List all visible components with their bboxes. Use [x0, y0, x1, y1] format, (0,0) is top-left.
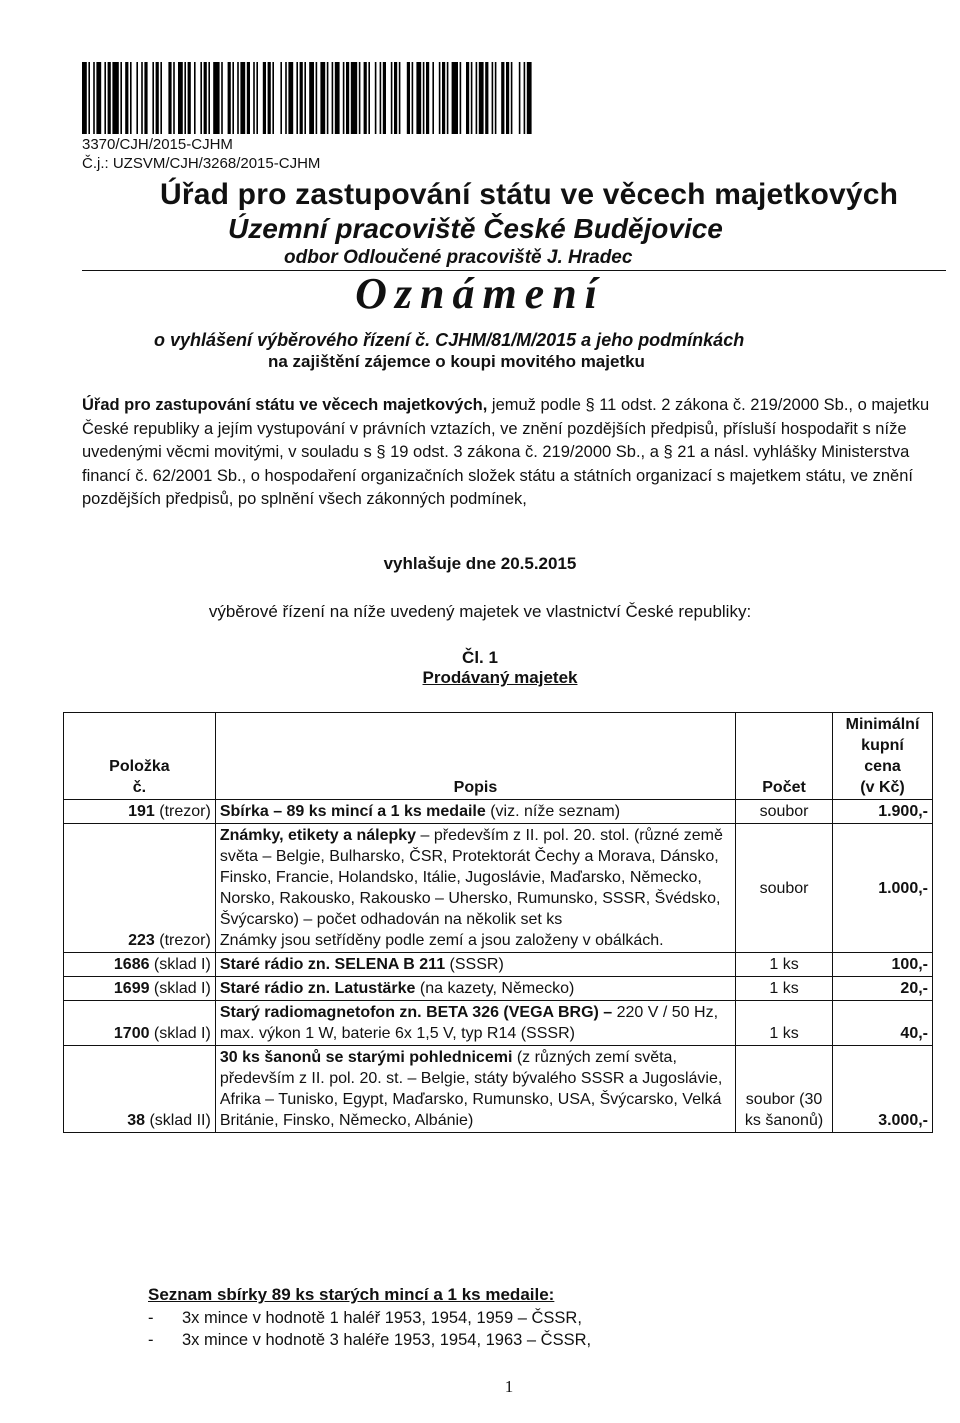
office-name: Úřad pro zastupování státu ve věcech majetkových: [160, 178, 899, 211]
item-description: [215, 824, 735, 953]
header-price: [833, 713, 933, 800]
item-description-bold: Staré rádio zn. Latustärke: [219, 980, 416, 997]
item-description-text: (SSSR): [445, 956, 504, 973]
item-description: [215, 1046, 735, 1133]
item-description-note: Známky jsou setříděny podle zemí a jsou založeny v obálkách.: [219, 932, 664, 949]
item-description-bold: Starý radiomagnetofon zn. BETA 326 (VEGA BRG) –: [219, 1004, 613, 1021]
table-row: [64, 1001, 933, 1046]
item-location: (trezor): [154, 932, 211, 949]
item-description-text: (na kazety, Německo): [415, 980, 575, 997]
header-description: Popis: [215, 713, 735, 800]
header-item-line1: Položka: [109, 758, 170, 775]
header-item: [64, 713, 216, 800]
notice-subtitle-2: na zajištění zájemce o koupi movitého majetku: [268, 352, 645, 371]
barcode: [82, 62, 534, 134]
item-description: [215, 953, 735, 977]
reference-number: 3370/CJH/2015-CJHM: [82, 136, 233, 153]
item-description: [215, 800, 735, 824]
item-price: 3.000,-: [833, 1046, 933, 1133]
case-reference: Č.j.: UZSVM/CJH/3268/2015-CJHM: [82, 155, 321, 172]
item-count: soubor: [736, 800, 833, 824]
item-id: 1700: [113, 1025, 150, 1042]
header-price-line1: Minimální: [845, 716, 920, 733]
article-title: Prodávaný majetek: [422, 668, 578, 687]
item-number: [64, 1046, 216, 1133]
item-number: [64, 800, 216, 824]
table-header-row: [64, 713, 933, 800]
item-description-text: – především z II. pol. 20. stol. (různé země světa – Belgie, Bulharsko, ČSR, Protektorát Čechy a Morava, Dánsko, Finsko, Francie, Holandsko, Itálie, Jugoslávie, Maďarsko, Německo, Norsko, Rakousko, Rakousko – Uhersko, Rumunsko, SSSR, Švédsko, Švýcarsko) – počet odhadován na několik set ks: [219, 827, 723, 928]
item-location: (trezor): [154, 803, 211, 820]
header-price-line3: cena: [864, 758, 901, 775]
item-description-bold: Staré rádio zn. SELENA B 211: [219, 956, 446, 973]
item-number: [64, 953, 216, 977]
assets-table: [63, 712, 933, 1133]
item-description-bold: 30 ks šanonů se starými pohlednicemi: [219, 1049, 513, 1066]
item-id: 223: [128, 932, 155, 949]
header-count: Počet: [736, 713, 833, 800]
item-id: 38: [127, 1112, 146, 1129]
table-row: [64, 953, 933, 977]
notice-title: Oznámení: [355, 269, 605, 318]
table-row: [64, 1046, 933, 1133]
item-price: 1.000,-: [833, 824, 933, 953]
intro-body: jemuž podle § 11 odst. 2 zákona č. 219/2000 Sb., o majetku České republiky a jejím vystupování v právních vztazích, ve znění pozdějších předpisů, přísluší hospodařit s níže uvedenými věcmi movitými, v souladu s § 19 odst. 3 zákona č. 219/2000 Sb., a § 21 a násl. vyhlášky Ministerstva financí č. 62/2001 Sb., o hospodaření organizačních složek státu a státních organizací s majetkem státu, ve znění pozdějších předpisů, po splnění všech zákonných podmínek,: [82, 396, 930, 508]
item-price: 100,-: [833, 953, 933, 977]
item-description: [215, 1001, 735, 1046]
table-row: [64, 824, 933, 953]
item-location: (sklad I): [149, 1025, 211, 1042]
item-location: (sklad I): [149, 956, 211, 973]
item-count: 1 ks: [736, 1001, 833, 1046]
item-count: 1 ks: [736, 977, 833, 1001]
office-branch: Územní pracoviště České Budějovice: [228, 213, 723, 244]
item-description-text: (viz. níže seznam): [485, 803, 621, 820]
item-count: soubor: [736, 824, 833, 953]
header-item-line2: č.: [132, 779, 147, 796]
tender-scope: výběrové řízení na níže uvedený majetek ve vlastnictví České republiky:: [208, 602, 752, 621]
item-number: [64, 1001, 216, 1046]
announcement-date: vyhlašuje dne 20.5.2015: [383, 554, 577, 573]
intro-office-name: Úřad pro zastupování státu ve věcech majetkových,: [82, 396, 488, 414]
item-price: 1.900,-: [833, 800, 933, 824]
office-department: odbor Odloučené pracoviště J. Hradec: [284, 247, 633, 268]
article-number: Čl. 1: [462, 648, 498, 667]
header-price-line4: (v Kč): [860, 779, 905, 796]
notice-subtitle: o vyhlášení výběrového řízení č. CJHM/81/M/2015 a jeho podmínkách: [154, 330, 745, 350]
item-location: (sklad I): [149, 980, 211, 997]
coin-list: [148, 1307, 591, 1351]
item-price: 20,-: [833, 977, 933, 1001]
table-row: [64, 800, 933, 824]
coin-list-title: Seznam sbírky 89 ks starých mincí a 1 ks medaile:: [148, 1285, 555, 1304]
item-description-text: (z různých zemí světa, především z II. pol. 20. st. – Belgie, státy bývalého SSSR a Jugoslávie, Afrika – Tunisko, Egypt, Maďarsko, Rumunsko, USA, Švýcarsko, Velká Británie, Finsko, Německo, Albánie): [219, 1049, 723, 1129]
item-description-bold: Známky, etikety a nálepky: [219, 827, 417, 844]
item-id: 191: [128, 803, 155, 820]
item-description-bold: Sbírka – 89 ks mincí a 1 ks medaile: [219, 803, 486, 820]
item-number: [64, 824, 216, 953]
item-price: 40,-: [833, 1001, 933, 1046]
list-item: - 3x mince v hodnotě 3 haléře 1953, 1954, 1963 – ČSSR,: [148, 1329, 591, 1351]
item-number: [64, 977, 216, 1001]
item-location: (sklad II): [145, 1112, 211, 1129]
header-price-line2: kupní: [861, 737, 904, 754]
item-id: 1699: [113, 980, 150, 997]
item-description: [215, 977, 735, 1001]
intro-paragraph: [82, 394, 940, 512]
page-number: 1: [504, 1377, 514, 1396]
table-row: [64, 977, 933, 1001]
item-description-text: 220 V / 50 Hz, max. výkon 1 W, baterie 6x 1,5 V, typ R14 (SSSR): [219, 1004, 719, 1042]
list-item: - 3x mince v hodnotě 1 haléř 1953, 1954, 1959 – ČSSR,: [148, 1307, 591, 1329]
item-id: 1686: [113, 956, 150, 973]
item-count: soubor (30 ks šanonů): [736, 1046, 833, 1133]
item-count: 1 ks: [736, 953, 833, 977]
